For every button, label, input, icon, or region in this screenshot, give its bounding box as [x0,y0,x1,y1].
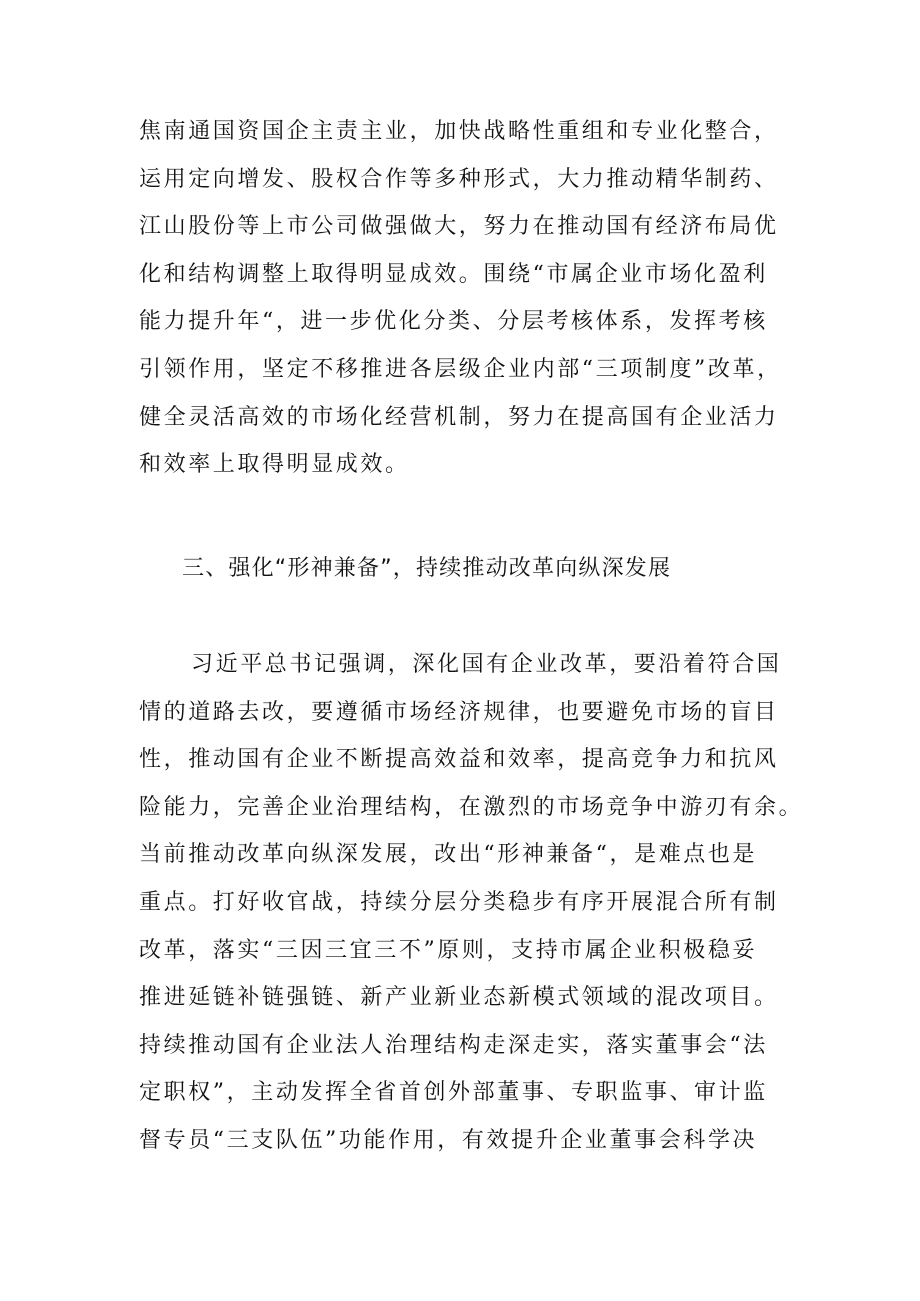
section-heading: 三、强化“形神兼备”，持续推动改革向纵深发展 [182,556,672,581]
text-line: 定职权”，主动发挥全省首创外部董事、专职监事、审计监 [139,1080,768,1106]
text-line: 焦南通国资国企主责主业，加快战略性重组和专业化整合， [139,119,779,144]
text-line: 当前推动改革向纵深发展，改出“形神兼备“，是难点也是 [139,842,758,868]
text-line: 推进延链补链强链、新产业新业态新模式领域的混改项目。 [139,985,779,1011]
text-line: 督专员“三支队伍”功能作用，有效提升企业董事会科学决 [139,1127,758,1153]
body-paragraph-2 [139,641,804,1165]
text-line: 重点。打好收官战，持续分层分类稳步有序开展混合所有制 [139,889,779,915]
text-line: 江山股份等上市公司做强做大，努力在推动国有经济布局优 [139,214,779,240]
text-line: 化和结构调整上取得明显成效。围绕“市属企业市场化盈利 [139,261,768,287]
text-line: 情的道路去改，要遵循市场经济规律，也要避免市场的盲目 [139,699,779,725]
text-line: 健全灵活高效的市场化经营机制，努力在提高国有企业活力 [139,404,779,430]
body-paragraph-1 [139,108,789,489]
text-line: 险能力，完善企业治理结构，在激烈的市场竞争中游刃有余。 [139,794,804,820]
text-line: 运用定向增发、股权合作等多种形式，大力推动精华制药、 [139,166,779,192]
text-line: 能力提升年“，进一步优化分类、分层考核体系，发挥考核 [139,309,768,335]
text-line: 引领作用，坚定不移推进各层级企业内部“三项制度”改革， [139,356,782,382]
text-line: 性，推动国有企业不断提高效益和效率，提高竞争力和抗风 [139,747,779,773]
text-line: 改革，落实“三因三宜三不”原则，支持市属企业积极稳妥 [139,937,758,963]
text-line: 持续推动国有企业法人治理结构走深走实，落实董事会“法 [139,1032,768,1058]
text-line: 和效率上取得明显成效。 [139,452,410,478]
text-line: 习近平总书记强调，深化国有企业改革，要沿着符合国 [191,652,782,677]
